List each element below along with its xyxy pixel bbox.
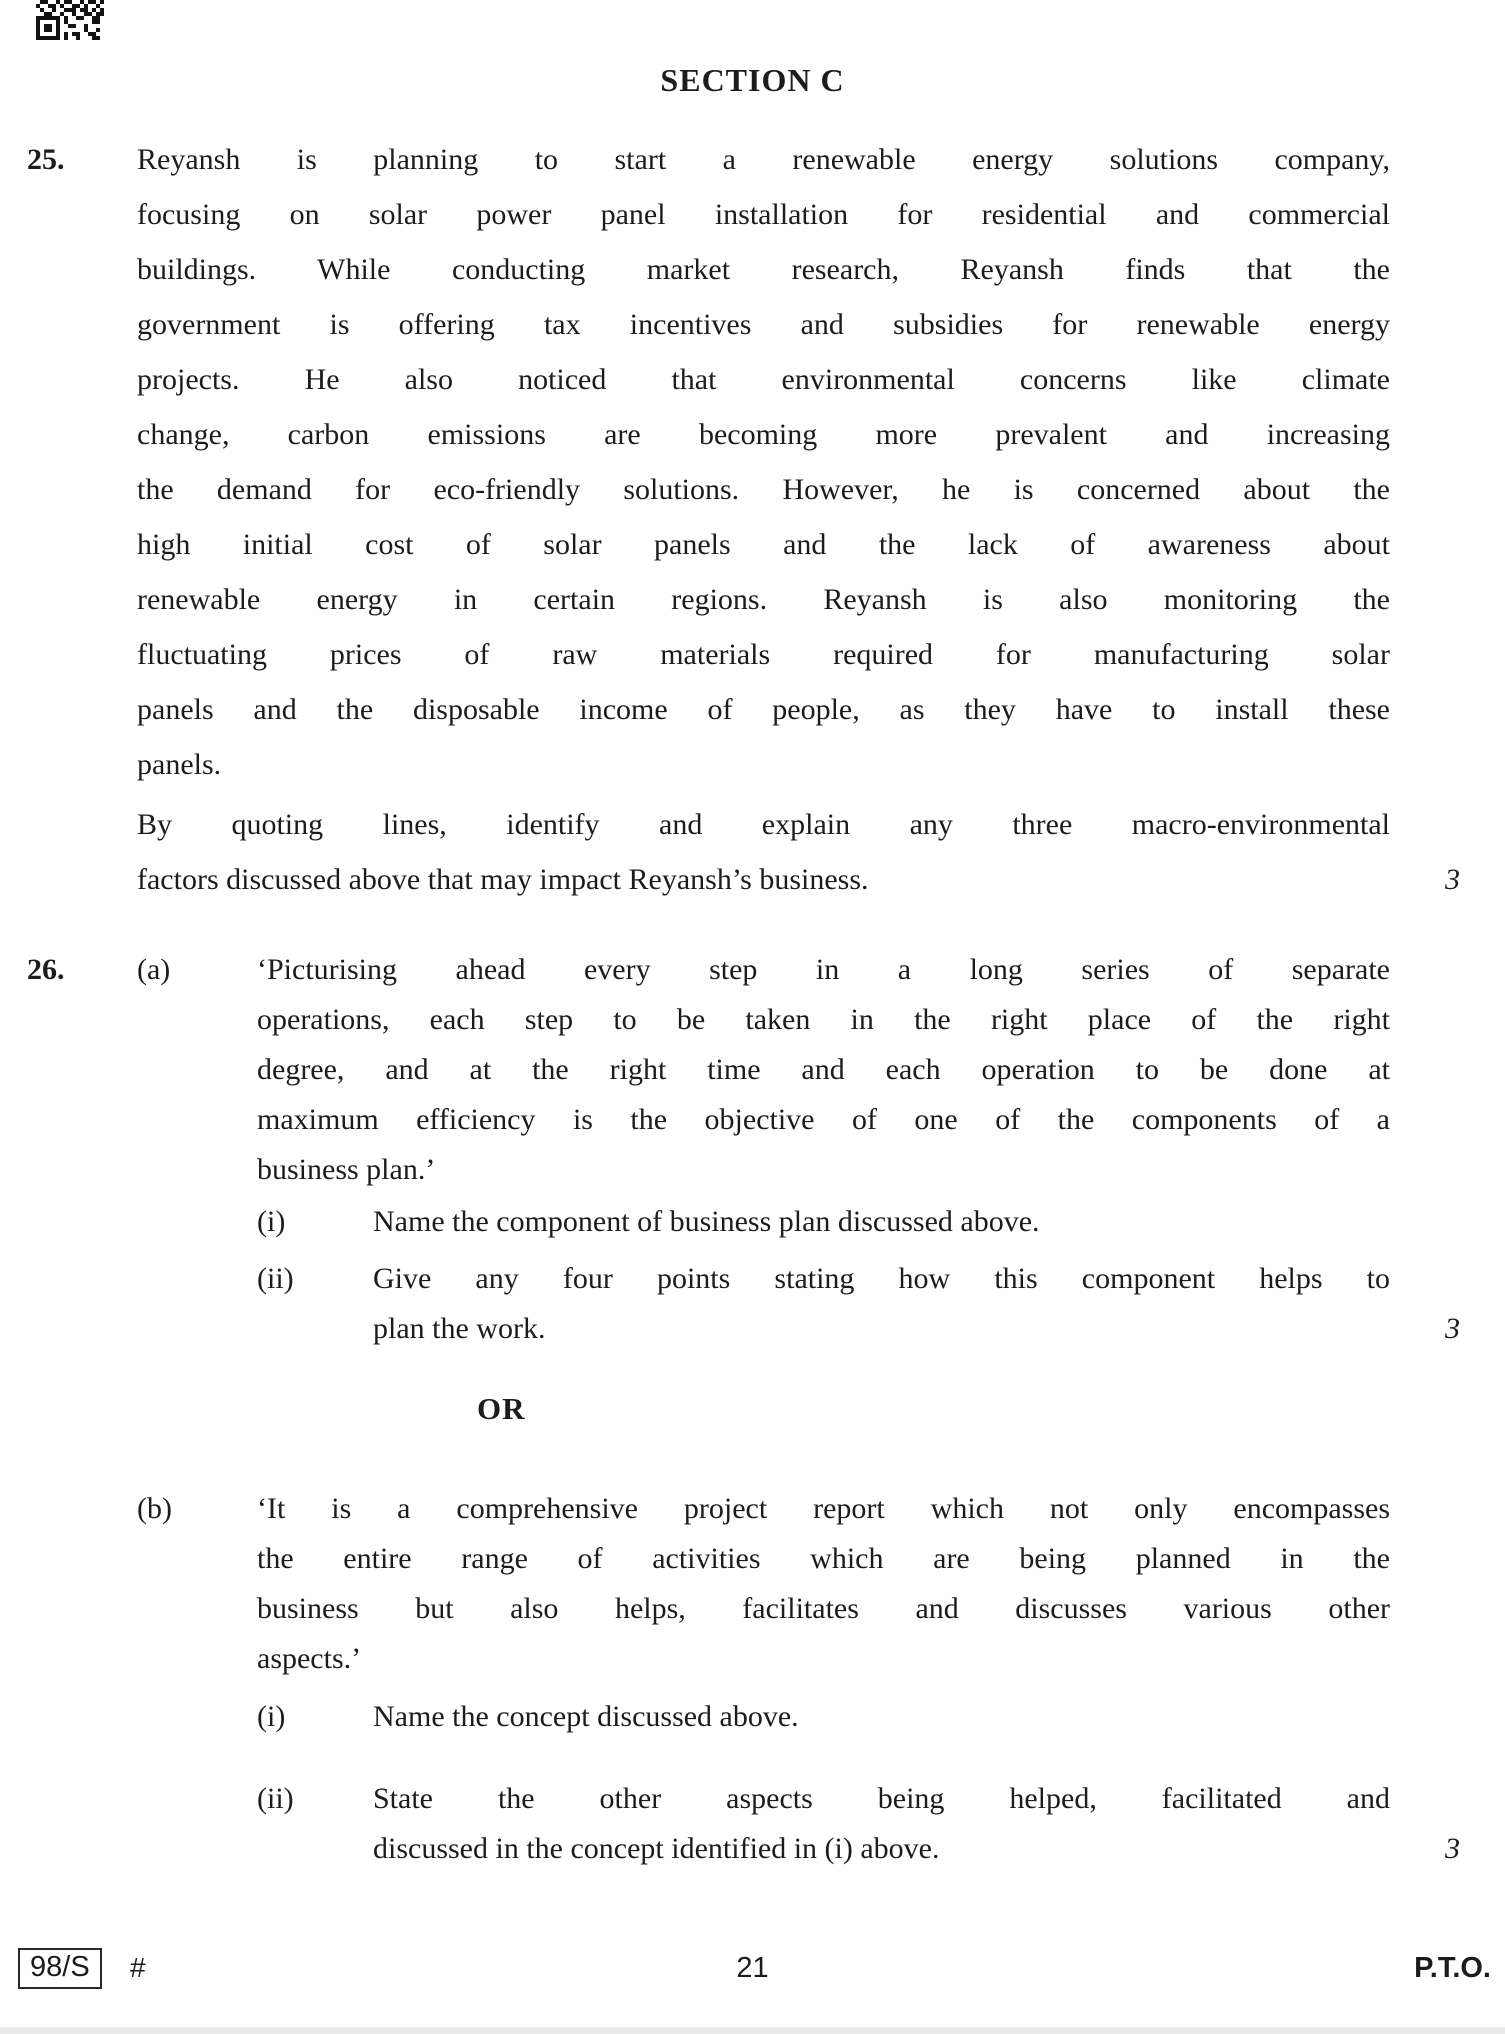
question-26a-i-text: Name the component of business plan discussed above.	[373, 1205, 1040, 1238]
page-number: 21	[736, 1952, 769, 1984]
question-25-paragraph: Reyansh is planning to start a renewable energy solutions company, focusing on solar power panel installation for residential and commercial buildings. While conducting market research, Reyansh finds that the government is offering tax incentives and subsidies for renewable energy projects. He also noticed that environmental concerns like climate change, carbon emissions are becoming more prevalent and increasing the demand for eco-friendly solutions. However, he is concerned about the high initial cost of solar panels and the lack of awareness about renewable energy in certain regions. Reyansh is also monitoring the fluctuating prices of raw materials required for manufacturing solar panels and the disposable income of people, as they have to install these panels.	[137, 143, 1390, 781]
question-26a-ii-text: Give any four points stating how this component helps to plan the work.	[373, 1262, 1390, 1345]
question-26b-i-label: (i)	[257, 1700, 286, 1733]
question-26b-body	[257, 1484, 1460, 1874]
question-26b-marks: 3	[1445, 1832, 1460, 1865]
or-separator: OR	[477, 1391, 526, 1426]
question-26a	[27, 945, 1460, 1354]
question-26a-body	[257, 945, 1460, 1354]
question-25	[27, 132, 1460, 907]
question-26b	[27, 1484, 1460, 1874]
question-26b-ii-text: State the other aspects being helped, facilitated and discussed in the concept identified in (i) above.	[373, 1782, 1390, 1865]
hash-mark: #	[130, 1952, 146, 1983]
question-26a-label: (a)	[137, 953, 171, 986]
question-25-body	[137, 132, 1460, 907]
question-26a-ii-label: (ii)	[257, 1262, 294, 1295]
question-26a-i-label: (i)	[257, 1205, 286, 1238]
question-26a-quote: ‘Picturising ahead every step in a long series of separate operations, each step to be taken in the right place of the right degree, and at the right time and each operation to be done at maximum efficiency is the objective of one of the components of a business plan.’	[257, 953, 1390, 1186]
question-25-marks: 3	[1445, 863, 1460, 896]
paper-code-badge: 98/S	[18, 1948, 102, 1989]
question-26b-i-text: Name the concept discussed above.	[373, 1700, 799, 1733]
question-25-number: 25.	[27, 143, 65, 176]
section-heading: SECTION C	[660, 62, 845, 98]
question-26-number: 26.	[27, 953, 65, 986]
question-26b-ii-label: (ii)	[257, 1782, 294, 1815]
question-25-task: By quoting lines, identify and explain any three macro-environmental factors discussed above that may impact Reyansh’s business.	[137, 808, 1390, 896]
pto-label: P.T.O.	[1414, 1952, 1491, 1984]
scan-edge-artifact	[0, 2027, 1505, 2034]
qr-code-icon	[36, 0, 104, 40]
question-26a-marks: 3	[1445, 1312, 1460, 1345]
question-26b-quote: ‘It is a comprehensive project report which not only encompasses the entire range of activities which are being planned in the business but also helps, facilitates and discusses various other aspects.’	[257, 1492, 1390, 1675]
question-26b-label: (b)	[137, 1492, 172, 1525]
